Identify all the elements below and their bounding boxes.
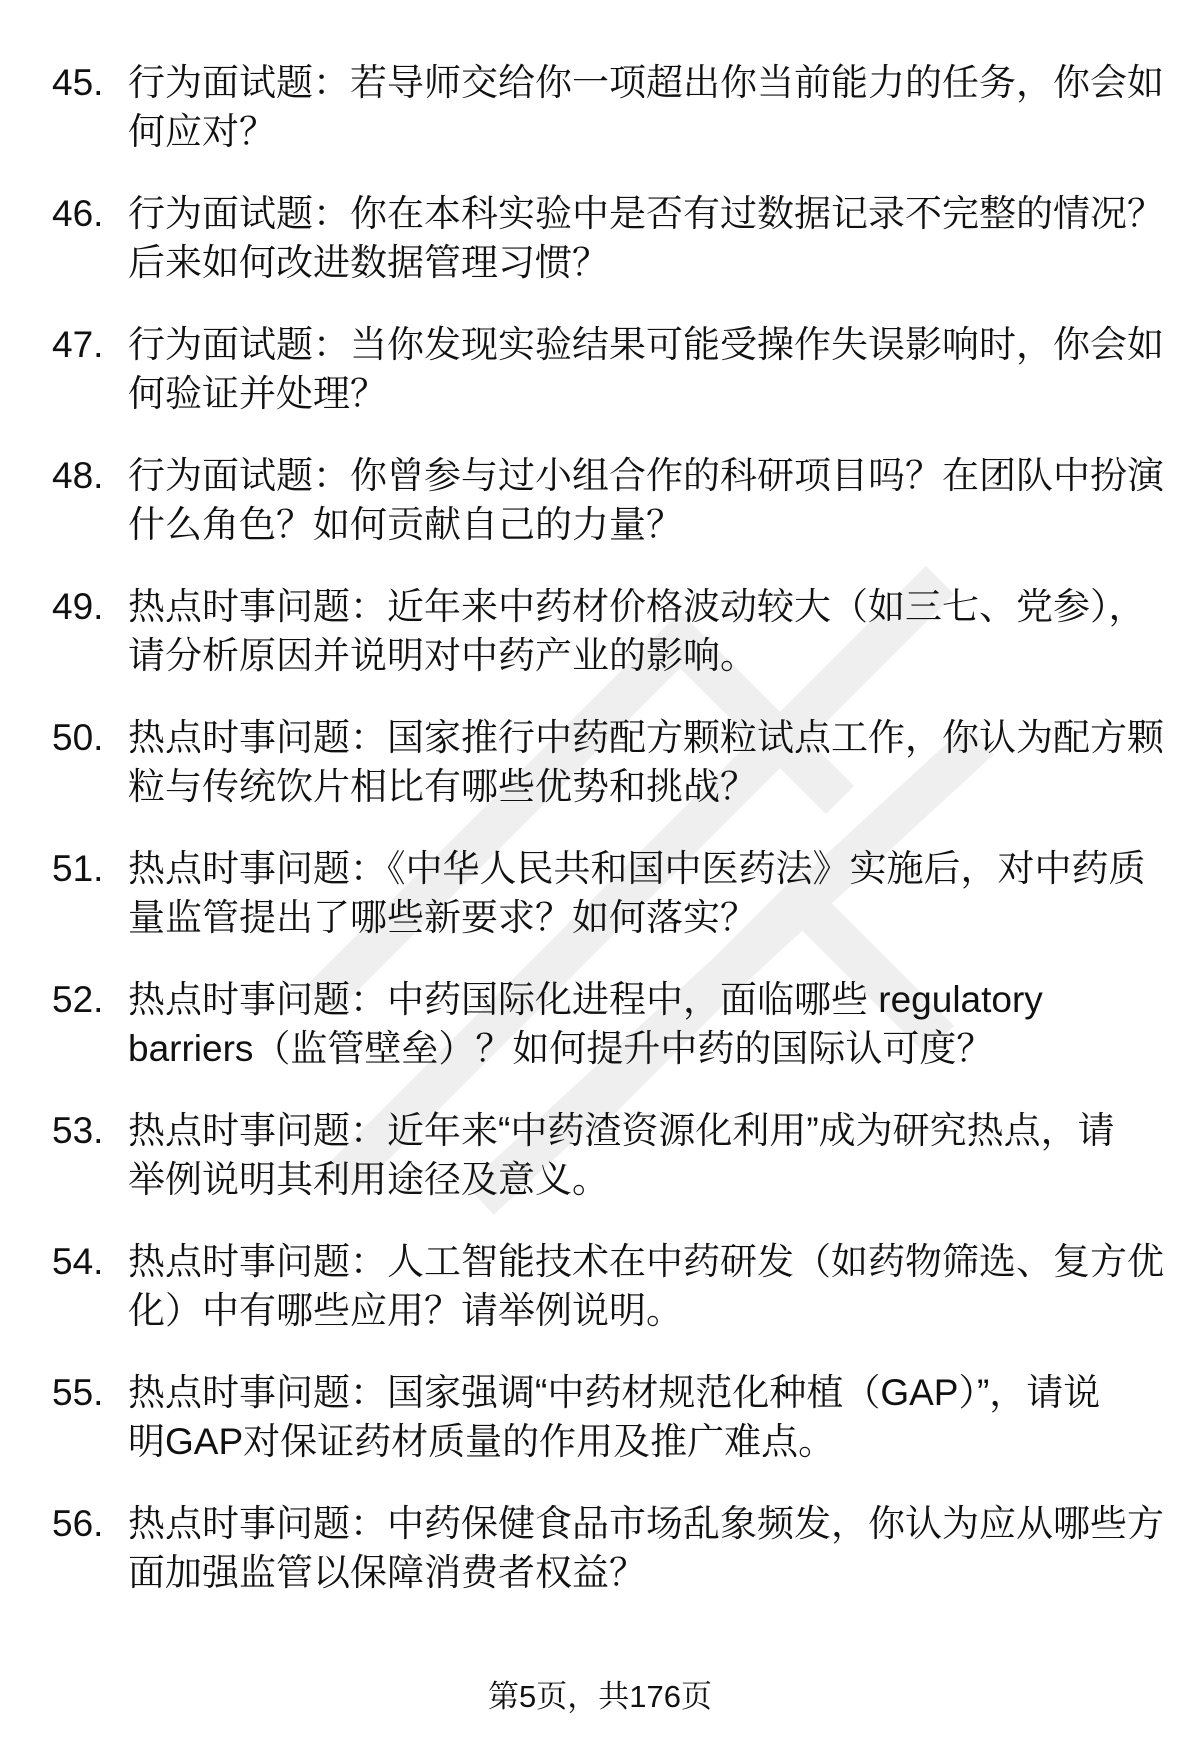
question-number: 47. (52, 324, 104, 365)
question-text-line: 后来如何改进数据管理习惯？ (128, 242, 609, 283)
question-text (128, 844, 1148, 942)
question-text (128, 189, 1164, 287)
question-text-line: 请分析原因并说明对中药产业的影响。 (128, 635, 757, 676)
question-text (128, 1368, 1148, 1466)
question-text-line: 面加强监管以保障消费者权益？ (128, 1552, 646, 1593)
question-number: 56. (52, 1503, 104, 1544)
question-text-line: 何验证并处理？ (128, 373, 387, 414)
question-text-line: 热点时事问题：国家推行中药配方颗粒试点工作，你认为配方颗 (128, 717, 1164, 758)
question-text (128, 975, 1148, 1073)
question-text (128, 582, 1148, 680)
question-text-line: 热点时事问题：人工智能技术在中药研发（如药物筛选、复方优 (128, 1241, 1164, 1282)
question-text (128, 1237, 1164, 1335)
question-text-line: 行为面试题：若导师交给你一项超出你当前能力的任务，你会如 (128, 62, 1164, 103)
question-number: 50. (52, 717, 104, 758)
question-item (0, 713, 1200, 811)
question-number: 48. (52, 455, 104, 496)
question-item (0, 58, 1200, 156)
question-number: 52. (52, 979, 104, 1020)
question-text-line: 行为面试题：当你发现实验结果可能受操作失误影响时，你会如 (128, 324, 1164, 365)
question-number: 53. (52, 1110, 104, 1151)
question-item (0, 1499, 1200, 1597)
question-item (0, 1368, 1200, 1466)
question-text (128, 58, 1164, 156)
question-text-line: 什么角色？如何贡献自己的力量？ (128, 504, 683, 545)
question-text-line: 行为面试题：你在本科实验中是否有过数据记录不完整的情况？ (128, 193, 1164, 234)
question-text-line: 举例说明其利用途径及意义。 (128, 1159, 609, 1200)
question-item (0, 451, 1200, 549)
page-number: 第5页，共176页 (488, 1679, 712, 1714)
question-text (128, 1499, 1164, 1597)
question-text-line: 明GAP对保证药材质量的作用及推广难点。 (128, 1421, 836, 1462)
question-text-line: 粒与传统饮片相比有哪些优势和挑战？ (128, 766, 757, 807)
question-text-line: 热点时事问题：中药国际化进程中，面临哪些 regulatory (128, 979, 1043, 1020)
question-text-line: 化）中有哪些应用？请举例说明。 (128, 1290, 683, 1331)
question-text (128, 320, 1164, 418)
question-number: 46. (52, 193, 104, 234)
question-text-line: 热点时事问题：近年来中药材价格波动较大（如三七、党参）， (128, 586, 1146, 627)
question-item (0, 320, 1200, 418)
question-list (0, 58, 1200, 1630)
question-text-line: barriers（监管壁垒）？如何提升中药的国际认可度？ (128, 1028, 994, 1069)
question-number: 45. (52, 62, 104, 103)
question-text (128, 1106, 1148, 1204)
question-text-line: 热点时事问题：近年来“中药渣资源化利用”成为研究热点，请 (128, 1110, 1115, 1151)
question-item (0, 1237, 1200, 1335)
question-number: 51. (52, 848, 104, 889)
question-text-line: 热点时事问题：国家强调“中药材规范化种植（GAP）”，请说 (128, 1372, 1101, 1413)
question-text (128, 713, 1164, 811)
question-number: 49. (52, 586, 104, 627)
question-item (0, 582, 1200, 680)
question-text-line: 量监管提出了哪些新要求？如何落实？ (128, 897, 757, 938)
question-text-line: 行为面试题：你曾参与过小组合作的科研项目吗？在团队中扮演 (128, 455, 1164, 496)
question-text (128, 451, 1164, 549)
question-text-line: 热点时事问题：中药保健食品市场乱象频发，你认为应从哪些方 (128, 1503, 1164, 1544)
question-item (0, 1106, 1200, 1204)
question-item (0, 189, 1200, 287)
question-item (0, 844, 1200, 942)
question-number: 54. (52, 1241, 104, 1282)
question-text-line: 何应对？ (128, 111, 276, 152)
question-text-line: 热点时事问题：《中华人民共和国中医药法》实施后，对中药质 (128, 848, 1146, 889)
question-number: 55. (52, 1372, 104, 1413)
question-item (0, 975, 1200, 1073)
